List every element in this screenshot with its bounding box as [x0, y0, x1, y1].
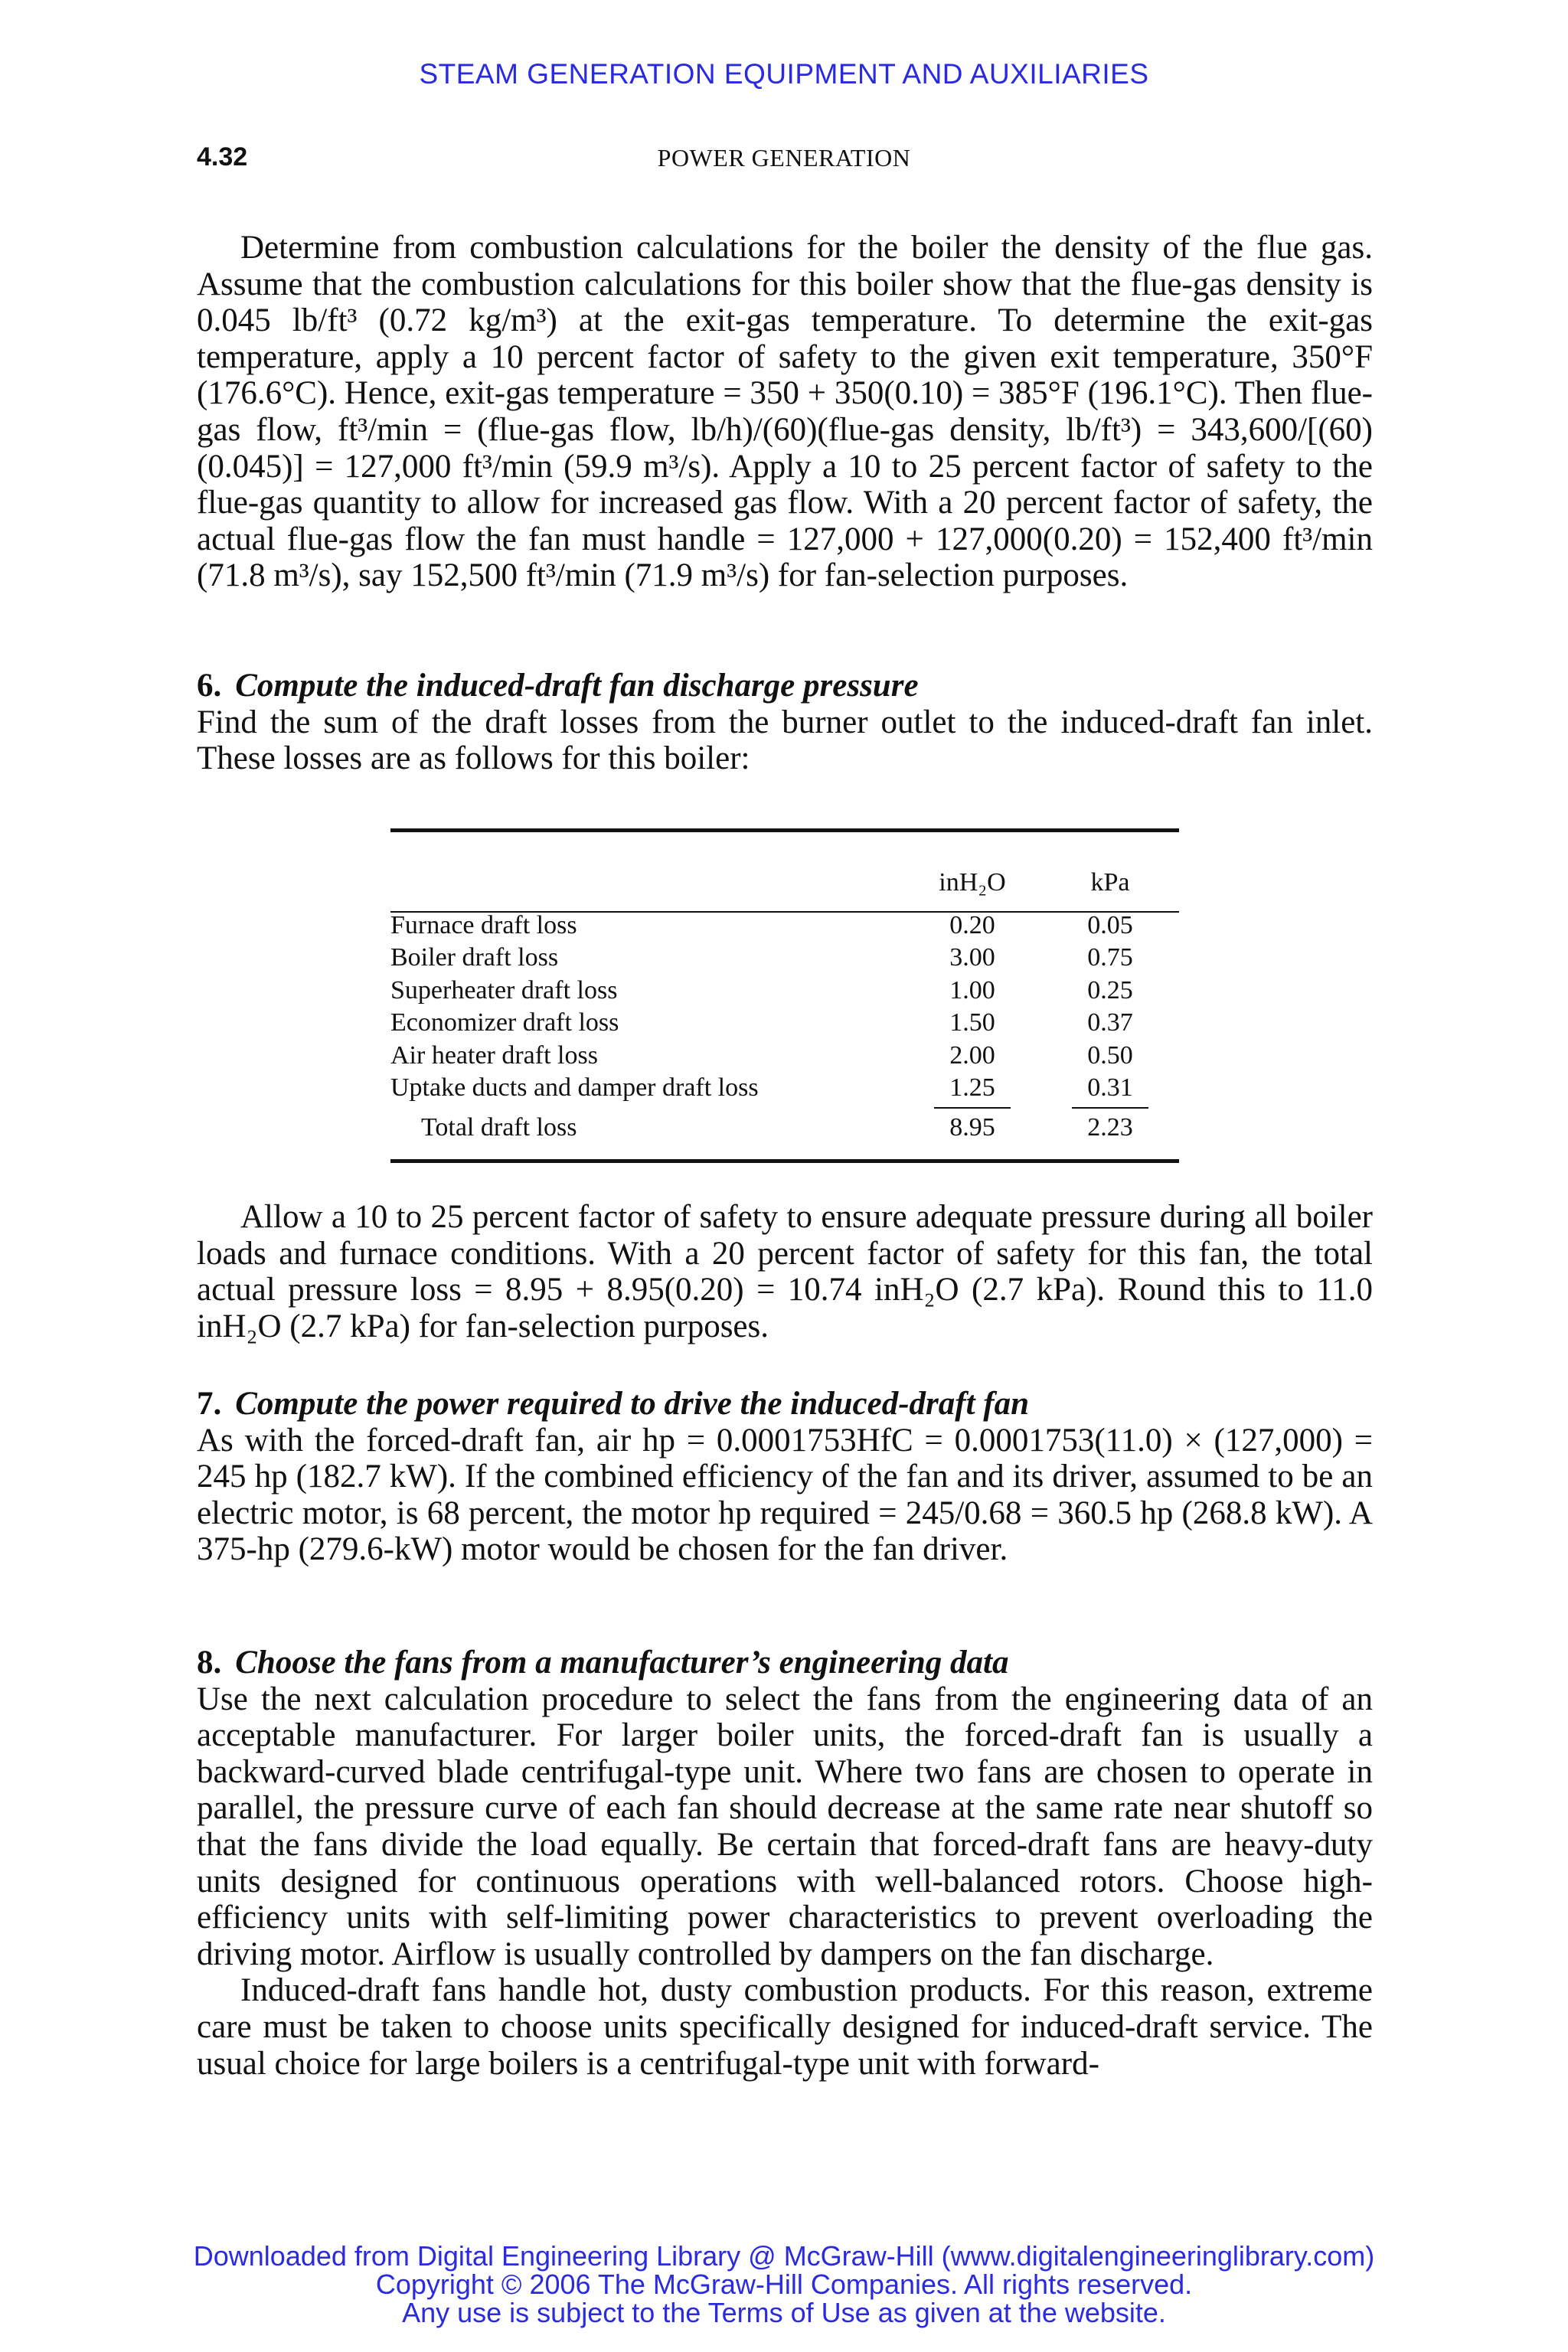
row-value-kpa: 0.31 — [1087, 1073, 1133, 1102]
copyright-line: Copyright © 2006 The McGraw-Hill Companies. All rights reserved. — [375, 2269, 1193, 2300]
row-label: Furnace draft loss — [390, 911, 577, 939]
row-label: Air heater draft loss — [390, 1041, 598, 1070]
row-value-kpa: 0.25 — [1087, 976, 1133, 1004]
table-row — [390, 1008, 1179, 1040]
row-label: Superheater draft loss — [390, 976, 618, 1004]
row-value-inh2o: 3.00 — [949, 943, 995, 972]
step-number: 6. — [197, 668, 222, 704]
step-6-block — [197, 668, 1373, 777]
table-top-rule — [390, 828, 1179, 832]
subtotal-underline-kpa — [1072, 1107, 1148, 1109]
row-value-kpa: 0.75 — [1087, 943, 1133, 972]
row-value-inh2o: 2.00 — [949, 1041, 995, 1070]
row-value-kpa: 0.50 — [1087, 1041, 1133, 1070]
paragraph: Determine from combustion calculations for the boiler the density of the flue gas. Assume that the combustion calculations for this boiler show that the flue-gas density is 0.045 lb/ft³ (0.72 kg/m³) at the exit-gas temperature. To determine the exit-gas temperature, apply a 10 percent factor of safety to the given exit temperature, 350°F (176.6°C). Hence, exit-gas temperature = 350 + 350(0.10) = 385°F (196.1°C). Then flue-gas flow, ft³/min = (flue-gas flow, lb/h)/(60)(flue-gas density, lb/ft³) = 343,600/[(60)(0.045)] = 127,000 ft³/min (59.9 m³/s). Apply a 10 to 25 percent factor of safety to the flue-gas quantity to allow for increased gas flow. With a 20 percent factor of safety, the actual flue-gas flow the fan must handle = 127,000 + 127,000(0.20) = 152,400 ft³/min (71.8 m³/s), say 152,500 ft³/min (71.9 m³/s) for fan-selection purposes. — [197, 230, 1373, 594]
step-title: Compute the induced-draft fan discharge pressure — [235, 668, 919, 704]
row-value-kpa: 0.05 — [1087, 911, 1133, 939]
subtotal-underline-inh2o — [934, 1107, 1011, 1109]
table-row — [390, 911, 1179, 943]
page-number: 4.32 — [197, 142, 248, 172]
table-row — [390, 1041, 1179, 1073]
step-title: Choose the fans from a manufacturer’s engineering data — [235, 1645, 1009, 1681]
step-title: Compute the power required to drive the induced-draft fan — [235, 1386, 1030, 1422]
total-value-inh2o: 8.95 — [949, 1113, 995, 1142]
row-label: Uptake ducts and damper draft loss — [390, 1073, 759, 1102]
download-notice-line: Downloaded from Digital Engineering Library @ McGraw-Hill (www.digitalengineeringlibrary.com) — [193, 2240, 1375, 2272]
row-value-kpa: 0.37 — [1087, 1008, 1133, 1037]
step-7-block — [197, 1386, 1373, 1568]
row-value-inh2o: 0.20 — [949, 911, 995, 939]
draft-loss-table — [390, 828, 1179, 1165]
table-row — [390, 1073, 1179, 1106]
table-total-row — [390, 1113, 1179, 1145]
total-value-kpa: 2.23 — [1087, 1113, 1133, 1142]
table-bottom-rule — [390, 1159, 1179, 1163]
top-banner: STEAM GENERATION EQUIPMENT AND AUXILIARIES — [419, 58, 1149, 90]
opening-paragraph-block — [197, 230, 1373, 594]
step-heading — [197, 1645, 1373, 1681]
paragraph: Induced-draft fans handle hot, dusty combustion products. For this reason, extreme care must be taken to choose units specifically designed for induced-draft service. The usual choice for large boilers is a centrifugal-type unit with forward- — [197, 1972, 1373, 2082]
running-head: POWER GENERATION — [657, 144, 911, 172]
total-label: Total draft loss — [421, 1113, 577, 1142]
row-value-inh2o: 1.25 — [949, 1073, 995, 1102]
paragraph: Find the sum of the draft losses from the burner outlet to the induced-draft fan inlet. These losses are as follows for this boiler: — [197, 704, 1373, 777]
step-number: 7. — [197, 1386, 222, 1422]
step-heading — [197, 1386, 1373, 1423]
paragraph: Use the next calculation procedure to select the fans from the engineering data of an acceptable manufacturer. For larger boiler units, the forced-draft fan is usually a backward-curved blade centrifugal-type unit. Where two fans are chosen to operate in parallel, the pressure curve of each fan should decrease at the same rate near shutoff so that the fans divide the load equally. Be certain that forced-draft fans are heavy-duty units designed for continuous operations with well-balanced rotors. Choose high-efficiency units with self-limiting power characteristics to prevent overloading the driving motor. Airflow is usually controlled by dampers on the fan discharge. — [197, 1681, 1373, 1972]
step-number: 8. — [197, 1645, 222, 1681]
table-row — [390, 976, 1179, 1008]
column-header-kpa: kPa — [1090, 868, 1130, 897]
post-table-paragraph-block — [197, 1199, 1373, 1344]
row-value-inh2o: 1.00 — [949, 976, 995, 1004]
step-8-block — [197, 1645, 1373, 2082]
column-header-inh2o: inH₂O — [939, 868, 1006, 897]
terms-line: Any use is subject to the Terms of Use as given at the website. — [402, 2297, 1166, 2328]
row-value-inh2o: 1.50 — [949, 1008, 995, 1037]
step-heading — [197, 668, 1373, 704]
paragraph: As with the forced-draft fan, air hp = 0.0001753HfC = 0.0001753(11.0) × (127,000) = 245 hp (182.7 kW). If the combined efficiency of the fan and its driver, assumed to be an electric motor, is 68 percent, the motor hp required = 245/0.68 = 360.5 hp (268.8 kW). A 375-hp (279.6-kW) motor would be chosen for the fan driver. — [197, 1422, 1373, 1568]
table-row — [390, 943, 1179, 975]
row-label: Boiler draft loss — [390, 943, 559, 972]
paragraph: Allow a 10 to 25 percent factor of safety to ensure adequate pressure during all boiler loads and furnace conditions. With a 20 percent factor of safety for this fan, the total actual pressure loss = 8.95 + 8.95(0.20) = 10.74 inH₂O (2.7 kPa). Round this to 11.0 inH₂O (2.7 kPa) for fan-selection purposes. — [197, 1199, 1373, 1344]
row-label: Economizer draft loss — [390, 1008, 619, 1037]
download-notice — [0, 2242, 1568, 2327]
